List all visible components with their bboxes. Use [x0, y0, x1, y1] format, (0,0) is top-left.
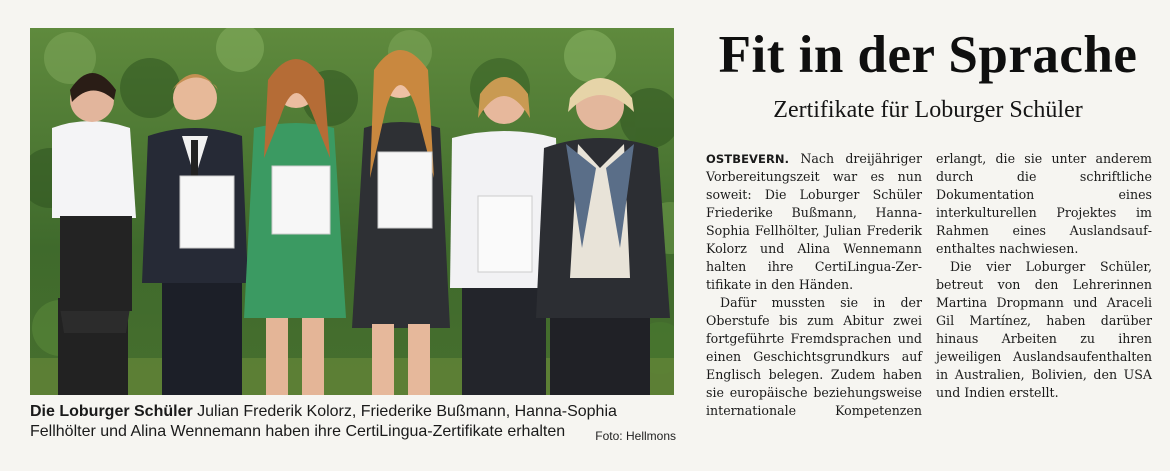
headline: Fit in der Sprache	[718, 26, 1138, 84]
certificate	[180, 176, 234, 248]
article-body	[706, 150, 1152, 420]
paragraph-3: Die vier Loburger Schüler, betreut von den Lehrerinnen Martina Dropmann und Araceli Gil Martínez, haben darüber hinaus Arbeiten zu ihren jeweiligen Auslandsaufenthalten in Australien, Bolivien, den USA und Indien erstellt.	[936, 259, 1152, 400]
paragraph-1	[706, 150, 922, 294]
subheadline: Zertifikate für Loburger Schüler	[773, 97, 1083, 123]
certificate	[272, 166, 330, 234]
paragraph-2: Dafür mussten sie in der Oberstufe bis zum Abitur zwei fortgeführte Fremdsprachen und einen Geschichtsgrundkurs auf Englisch belegen. Zudem haben sie europäische beziehungsweise internationale Kompetenzen erlangt, die sie unter anderem durch die schriftliche Dokumentation eines interkulturellen Projektes im Rahmen eines Auslandsaufenthaltes nachwiesen.	[706, 151, 1152, 418]
certificate	[478, 196, 532, 272]
article-photo	[30, 28, 674, 395]
caption-text: Julian Frederik Kolorz, Friederike Bußmann, Hanna-Sophia Fellhölter und Alina Wennemann haben ihre CertiLingua-Zertifikate erhalten	[30, 403, 617, 440]
certificate	[378, 152, 432, 228]
paragraph-1-text: Nach dreijähriger Vorbereitungszeit war es nun soweit: Die Loburger Schüler Friederike Bußmann, Hanna-Sophia Fellhölter, Julian Frederik Kolorz und Alina Wennemann halten ihre CertiLingua-Zertifikate in den Händen.	[706, 151, 922, 292]
dateline: OSTBEVERN.	[706, 152, 790, 166]
photo-credit: Foto: Hellmons	[595, 429, 676, 443]
caption-lead: Die Loburger Schüler	[30, 403, 193, 420]
